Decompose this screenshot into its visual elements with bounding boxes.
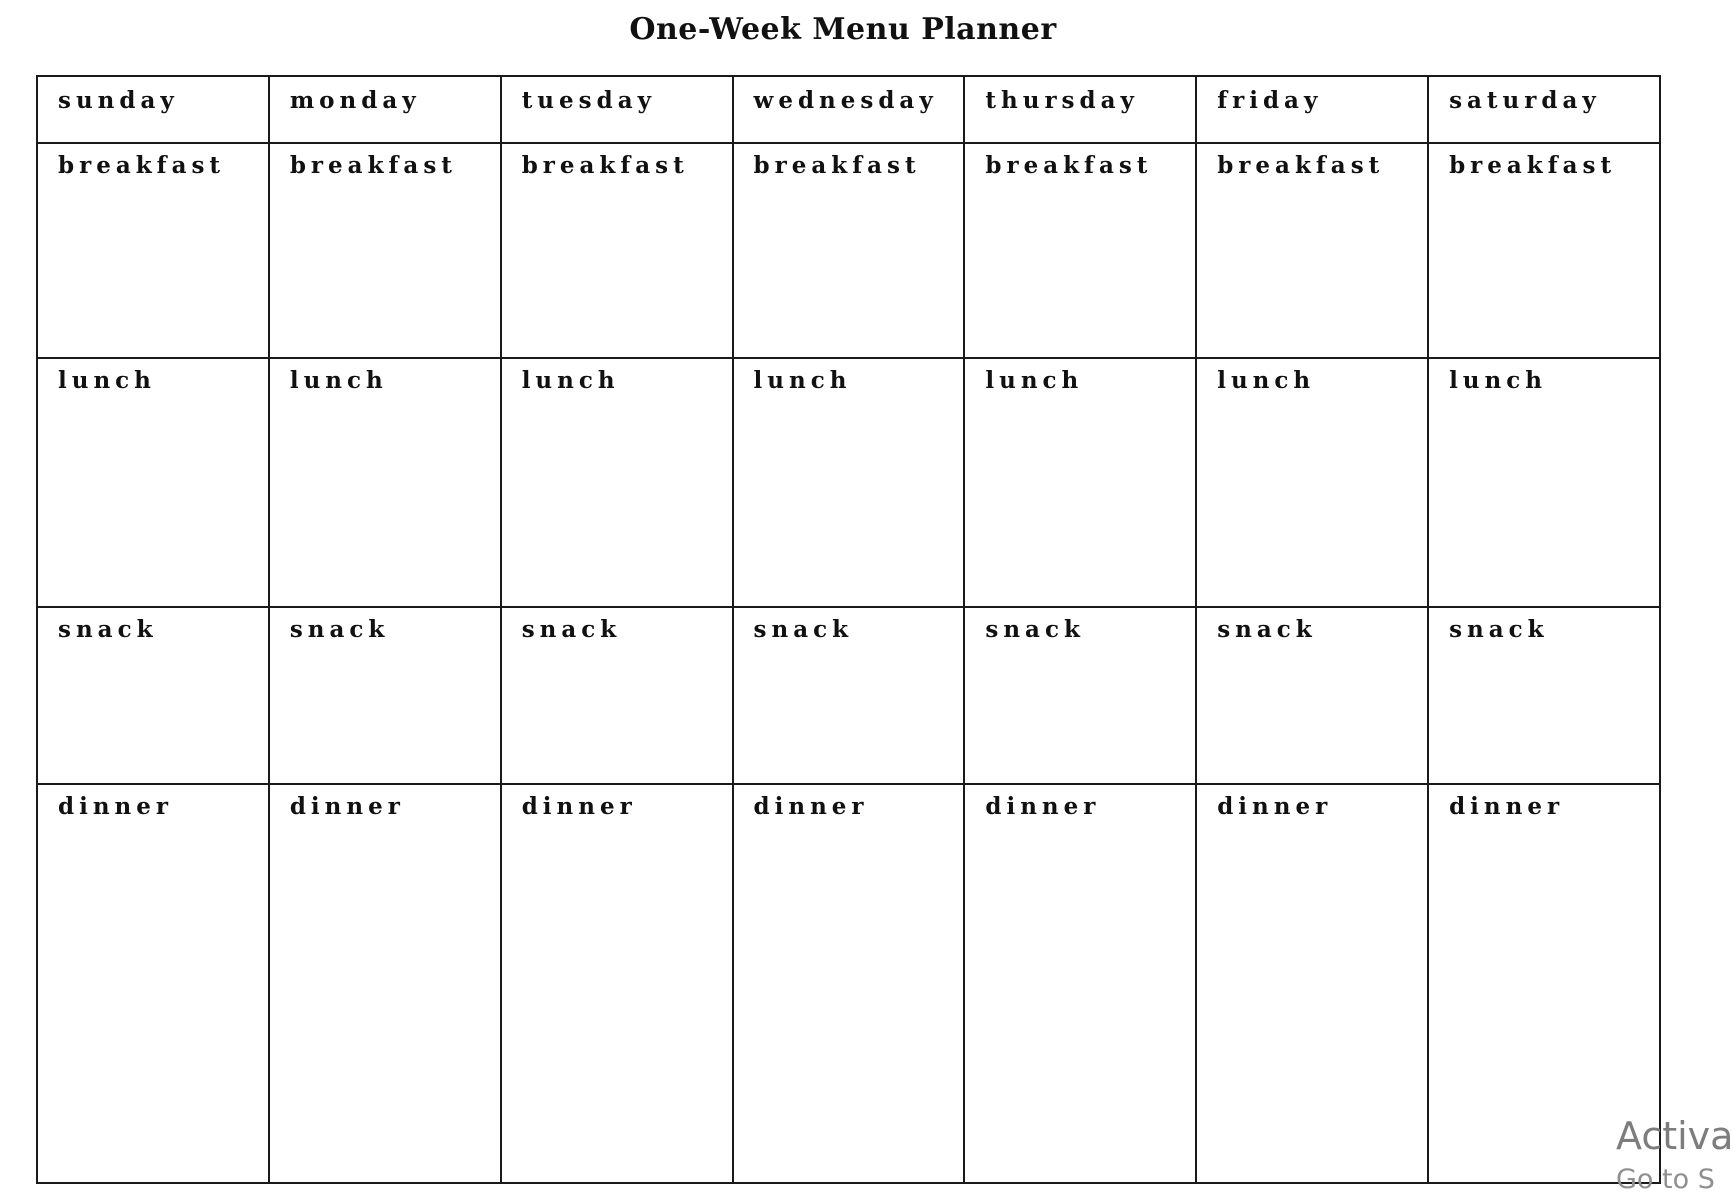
breakfast-cell-thursday[interactable]: breakfast bbox=[964, 143, 1196, 358]
watermark-line-2: Go to S bbox=[1616, 1163, 1715, 1195]
dinner-cell-friday[interactable]: dinner bbox=[1196, 784, 1428, 1183]
breakfast-cell-friday[interactable]: breakfast bbox=[1196, 143, 1428, 358]
dinner-row bbox=[37, 784, 1660, 1183]
dinner-cell-monday[interactable]: dinner bbox=[269, 784, 501, 1183]
lunch-cell-wednesday[interactable]: lunch bbox=[733, 358, 965, 606]
lunch-cell-monday[interactable]: lunch bbox=[269, 358, 501, 606]
breakfast-cell-wednesday[interactable]: breakfast bbox=[733, 143, 965, 358]
dinner-cell-sunday[interactable]: dinner bbox=[37, 784, 269, 1183]
page-title: One-Week Menu Planner bbox=[629, 12, 1057, 47]
dinner-cell-wednesday[interactable]: dinner bbox=[733, 784, 965, 1183]
breakfast-cell-saturday[interactable]: breakfast bbox=[1428, 143, 1660, 358]
day-header-row bbox=[37, 76, 1660, 143]
lunch-cell-sunday[interactable]: lunch bbox=[37, 358, 269, 606]
day-header-sunday: sunday bbox=[37, 76, 269, 143]
menu-planner-table bbox=[36, 75, 1661, 1184]
snack-row bbox=[37, 607, 1660, 784]
lunch-cell-saturday[interactable]: lunch bbox=[1428, 358, 1660, 606]
day-header-wednesday: wednesday bbox=[733, 76, 965, 143]
snack-cell-thursday[interactable]: snack bbox=[964, 607, 1196, 784]
breakfast-cell-sunday[interactable]: breakfast bbox=[37, 143, 269, 358]
activation-watermark bbox=[1616, 1114, 1733, 1196]
day-header-friday: friday bbox=[1196, 76, 1428, 143]
day-header-monday: monday bbox=[269, 76, 501, 143]
breakfast-row bbox=[37, 143, 1660, 358]
dinner-cell-saturday[interactable]: dinner bbox=[1428, 784, 1660, 1183]
day-header-tuesday: tuesday bbox=[501, 76, 733, 143]
snack-cell-saturday[interactable]: snack bbox=[1428, 607, 1660, 784]
breakfast-cell-tuesday[interactable]: breakfast bbox=[501, 143, 733, 358]
dinner-cell-tuesday[interactable]: dinner bbox=[501, 784, 733, 1183]
day-header-thursday: thursday bbox=[964, 76, 1196, 143]
breakfast-cell-monday[interactable]: breakfast bbox=[269, 143, 501, 358]
watermark-line-1: Activa bbox=[1616, 1114, 1733, 1159]
lunch-cell-thursday[interactable]: lunch bbox=[964, 358, 1196, 606]
snack-cell-monday[interactable]: snack bbox=[269, 607, 501, 784]
lunch-row bbox=[37, 358, 1660, 606]
day-header-saturday: saturday bbox=[1428, 76, 1660, 143]
snack-cell-tuesday[interactable]: snack bbox=[501, 607, 733, 784]
snack-cell-friday[interactable]: snack bbox=[1196, 607, 1428, 784]
snack-cell-wednesday[interactable]: snack bbox=[733, 607, 965, 784]
lunch-cell-tuesday[interactable]: lunch bbox=[501, 358, 733, 606]
snack-cell-sunday[interactable]: snack bbox=[37, 607, 269, 784]
dinner-cell-thursday[interactable]: dinner bbox=[964, 784, 1196, 1183]
lunch-cell-friday[interactable]: lunch bbox=[1196, 358, 1428, 606]
